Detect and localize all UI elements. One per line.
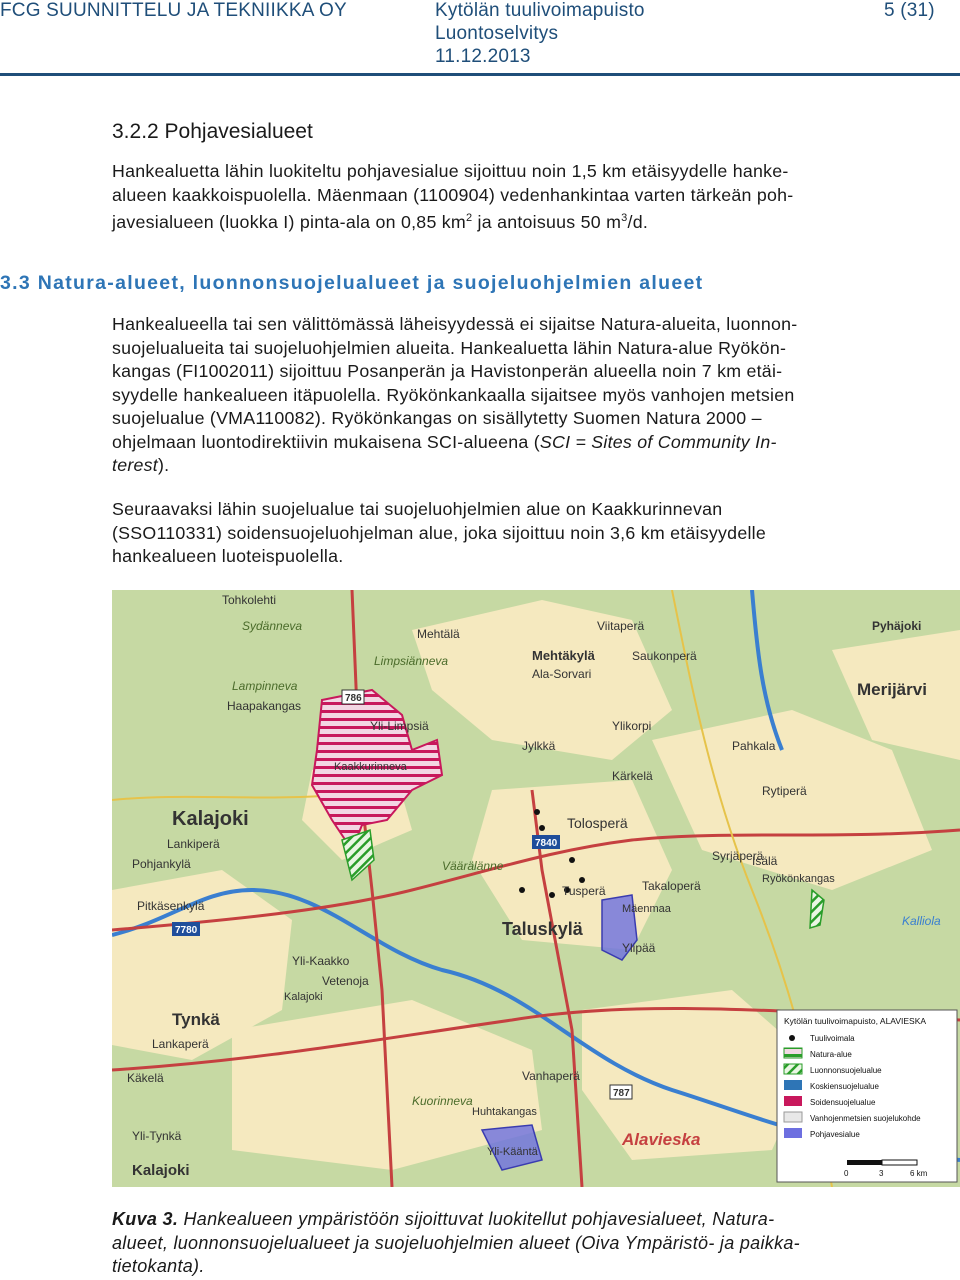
header-page: 5 (31): [884, 0, 935, 21]
svg-text:Kalliola: Kalliola: [902, 914, 941, 928]
road-7840: 7840: [535, 838, 558, 849]
map-legend: [777, 1010, 957, 1182]
section-33-paragraph-1: Hankealueella tai sen välittömässä läheisyydessä ei sijaitse Natura-alueita, luonnon- suojelualueita tai suojeluohjelmien alueita. Hankealuetta lähin Natura-alue Ryökön- kangas (FI1002011) sijoittuu Posanperän ja Havistonperän alueella noin 7 km etäi- syydelle hankealueen itäpuolella. Ryökönkankaalla sijaitsee myös vanhojen metsien suojelualue (VMA110082). Ryökönkangas on sisällytetty Suomen Natura 2000 – ohjelmaan luontodirektiivin mukaisena SCI-alueena (SCI = Sites of Community In- terest).: [112, 314, 798, 475]
svg-text:3: 3: [879, 1169, 884, 1178]
svg-text:Kalajoki: Kalajoki: [284, 991, 323, 1003]
svg-text:Kalajoki: Kalajoki: [132, 1162, 190, 1179]
svg-text:Lampinneva: Lampinneva: [232, 679, 298, 693]
section-33-heading: 3.3 Natura-alueet, luonnonsuojelualueet ja suojeluohjelmien alueet: [0, 272, 704, 294]
svg-text:Syrjäperä: Syrjäperä: [712, 849, 764, 863]
header-doc: Luontoselvitys: [435, 23, 559, 44]
svg-text:Mäenmaa: Mäenmaa: [622, 903, 671, 915]
svg-text:Saukonperä: Saukonperä: [632, 649, 697, 663]
svg-text:Ryökönkangas: Ryökönkangas: [762, 873, 835, 885]
svg-text:Haapakangas: Haapakangas: [227, 699, 302, 713]
svg-text:Sydänneva: Sydänneva: [242, 619, 303, 633]
svg-text:Mehtälä: Mehtälä: [417, 627, 460, 641]
svg-text:Huhtakangas: Huhtakangas: [472, 1106, 537, 1118]
map-figure: [112, 590, 960, 1187]
legend-item-vma: Vanhojenmetsien suojelukohde: [810, 1114, 921, 1123]
svg-text:6 km: 6 km: [910, 1169, 928, 1178]
caption-label: Kuva 3.: [112, 1209, 179, 1229]
svg-text:Yli-Kääntä: Yli-Kääntä: [487, 1146, 538, 1158]
section-322-heading: 3.2.2 Pohjavesialueet: [112, 120, 313, 143]
svg-text:0: 0: [844, 1169, 849, 1178]
svg-text:Yli-Limpsiä: Yli-Limpsiä: [370, 719, 429, 733]
svg-text:Rytiperä: Rytiperä: [762, 784, 807, 798]
svg-text:Lankiperä: Lankiperä: [167, 837, 220, 851]
section-33-paragraph-2: Seuraavaksi lähin suojelualue tai suojeluohjelmien alue on Kaakkurinnevan (SSO110331) soidensuojeluohjelman alue, joka sijoittuu noin 3,6 km etäisyydelle hankealueen luoteispuolella.: [112, 499, 766, 566]
legend-item-koski: Koskiensuojelualue: [810, 1082, 879, 1091]
header-company: FCG SUUNNITTELU JA TEKNIIKKA OY: [0, 0, 347, 21]
svg-text:Yli-Kaakko: Yli-Kaakko: [292, 954, 350, 968]
svg-text:Ala-Sorvari: Ala-Sorvari: [532, 667, 592, 681]
svg-text:Yli-Tynkä: Yli-Tynkä: [132, 1129, 182, 1143]
svg-text:Takaloperä: Takaloperä: [642, 879, 701, 893]
svg-text:Viitaperä: Viitaperä: [597, 619, 645, 633]
legend-item-lsa: Luonnonsuojelualue: [810, 1066, 882, 1075]
svg-text:Merijärvi: Merijärvi: [857, 680, 927, 699]
svg-text:Ylikorpi: Ylikorpi: [612, 719, 652, 733]
header-date: 11.12.2013: [435, 46, 531, 67]
svg-text:Jylkkä: Jylkkä: [522, 739, 556, 753]
svg-text:Käkelä: Käkelä: [127, 1071, 164, 1085]
section-322-paragraph: Hankealuetta lähin luokiteltu pohjavesialue sijoittuu noin 1,5 km etäisyydelle hanke- alueen kaakkoispuolella. Mäenmaan (1100904) vedenhankintaa varten tärkeän poh- javesialueen (luokka I) pinta-ala on 0,85 $km^2$ ja antoisuus 50 $m^3/d$.: [112, 161, 794, 232]
svg-text:Limpsiänneva: Limpsiänneva: [374, 654, 449, 668]
road-7780: 7780: [175, 925, 198, 936]
svg-text:Tusperä: Tusperä: [562, 884, 606, 898]
svg-text:Alavieska: Alavieska: [622, 1130, 701, 1149]
svg-text:Pyhäjoki: Pyhäjoki: [872, 619, 922, 633]
svg-text:Mehtäkylä: Mehtäkylä: [532, 648, 595, 663]
svg-text:Isälä: Isälä: [752, 854, 778, 868]
svg-text:Vetenoja: Vetenoja: [322, 974, 369, 988]
svg-text:Väärälänne: Väärälänne: [442, 859, 504, 873]
legend-item-turbine: Tuulivoimala: [810, 1034, 855, 1043]
header-rule: [0, 73, 960, 76]
legend-title: Kytölän tuulivoimapuisto, ALAVIESKA: [784, 1016, 927, 1026]
figure-caption: Kuva 3. Hankealueen ympäristöön sijoittuvat luokitellut pohjavesialueet, Natura- alueet, luonnonsuojelualueet ja suojeluohjelmien alueet (Oiva Ympäristö- ja paikka- tietokanta).: [112, 1209, 800, 1276]
svg-text:Pitkäsenkylä: Pitkäsenkylä: [137, 899, 205, 913]
legend-item-groundwater: Pohjavesialue: [810, 1130, 860, 1139]
svg-text:Pahkala: Pahkala: [732, 739, 776, 753]
svg-text:Taluskylä: Taluskylä: [502, 919, 583, 939]
svg-text:Tolosperä: Tolosperä: [567, 815, 628, 831]
header-project: Kytölän tuulivoimapuisto: [435, 0, 645, 21]
svg-text:Kärkelä: Kärkelä: [612, 769, 653, 783]
svg-text:Vanhaperä: Vanhaperä: [522, 1069, 580, 1083]
svg-text:Kaakkurinneva: Kaakkurinneva: [334, 761, 407, 773]
road-787: 787: [613, 1088, 630, 1099]
road-786: 786: [345, 693, 362, 704]
legend-item-natura: Natura-alue: [810, 1050, 852, 1059]
svg-text:Tynkä: Tynkä: [172, 1010, 220, 1029]
svg-text:Lankaperä: Lankaperä: [152, 1037, 209, 1051]
svg-text:Ylipää: Ylipää: [622, 941, 656, 955]
svg-text:Kuorinneva: Kuorinneva: [412, 1094, 473, 1108]
svg-text:Kalajoki: Kalajoki: [172, 808, 249, 830]
legend-item-sso: Soidensuojelualue: [810, 1098, 876, 1107]
svg-text:Tohkolehti: Tohkolehti: [222, 593, 277, 607]
svg-text:Pohjankylä: Pohjankylä: [132, 857, 191, 871]
